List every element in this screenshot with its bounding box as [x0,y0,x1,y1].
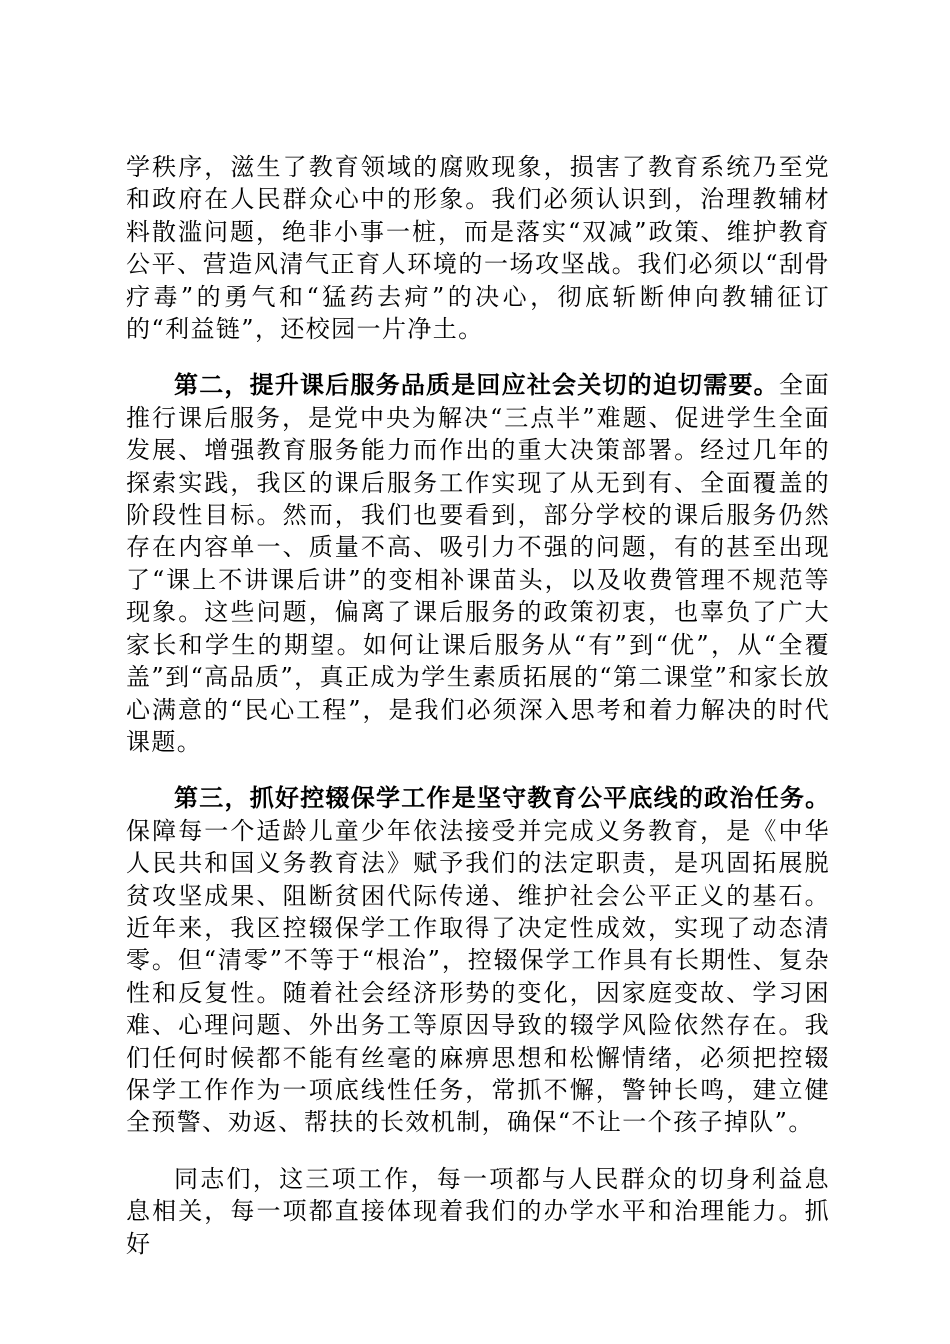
paragraph-4 [126,1163,830,1260]
paragraph-1-text: 学秩序，滋生了教育领域的腐败现象，损害了教育系统乃至党和政府在人民群众心中的形象。我们必须认识到，治理教辅材料散滥问题，绝非小事一桩，而是落实“双减”政策、维护教育公平、营造风清气正育人环境的一场攻坚战。我们必须以“刮骨疗毒”的勇气和“猛药去疴”的决心，彻底斩断伸向教辅征订的“利益链”，还校园一片净土。 [126,153,830,344]
paragraph-3-heading: 第三，抓好控辍保学工作是坚守教育公平底线的政治任务。 [174,784,830,813]
paragraph-2-heading: 第二，提升课后服务品质是回应社会关切的迫切需要。 [174,371,779,400]
paragraph-3 [126,782,830,1138]
paragraph-1 [126,151,830,345]
paragraph-2 [126,369,830,758]
paragraph-2-text: 全面推行课后服务，是党中央为解决“三点半”难题、促进学生全面发展、增强教育服务能力而作出的重大决策部署。经过几年的探索实践，我区的课后服务工作实现了从无到有、全面覆盖的阶段性目标。然而，我们也要看到，部分学校的课后服务仍然存在内容单一、质量不高、吸引力不强的问题，有的甚至出现了“课上不讲课后讲”的变相补课苗头，以及收费管理不规范等现象。这些问题，偏离了课后服务的政策初衷，也辜负了广大家长和学生的期望。如何让课后服务从“有”到“优”，从“全覆盖”到“高品质”，真正成为学生素质拓展的“第二课堂”和家长放心满意的“民心工程”，是我们必须深入思考和着力解决的时代课题。 [126,371,830,756]
document-body [126,151,830,1284]
paragraph-3-text: 保障每一个适龄儿童少年依法接受并完成义务教育，是《中华人民共和国义务教育法》赋予我们的法定职责，是巩固拓展脱贫攻坚成果、阻断贫困代际传递、维护社会公平正义的基石。近年来，我区控辍保学工作取得了决定性成效，实现了动态清零。但“清零”不等于“根治”，控辍保学工作具有长期性、复杂性和反复性。随着社会经济形势的变化，因家庭变故、学习困难、心理问题、外出务工等原因导致的辍学风险依然存在。我们任何时候都不能有丝毫的麻痹思想和松懈情绪，必须把控辍保学工作作为一项底线性任务，常抓不懈，警钟长鸣，建立健全预警、劝返、帮扶的长效机制，确保“不让一个孩子掉队”。 [126,816,830,1137]
paragraph-4-text: 同志们，这三项工作，每一项都与人民群众的切身利益息息相关，每一项都直接体现着我们的办学水平和治理能力。抓好 [126,1164,830,1258]
